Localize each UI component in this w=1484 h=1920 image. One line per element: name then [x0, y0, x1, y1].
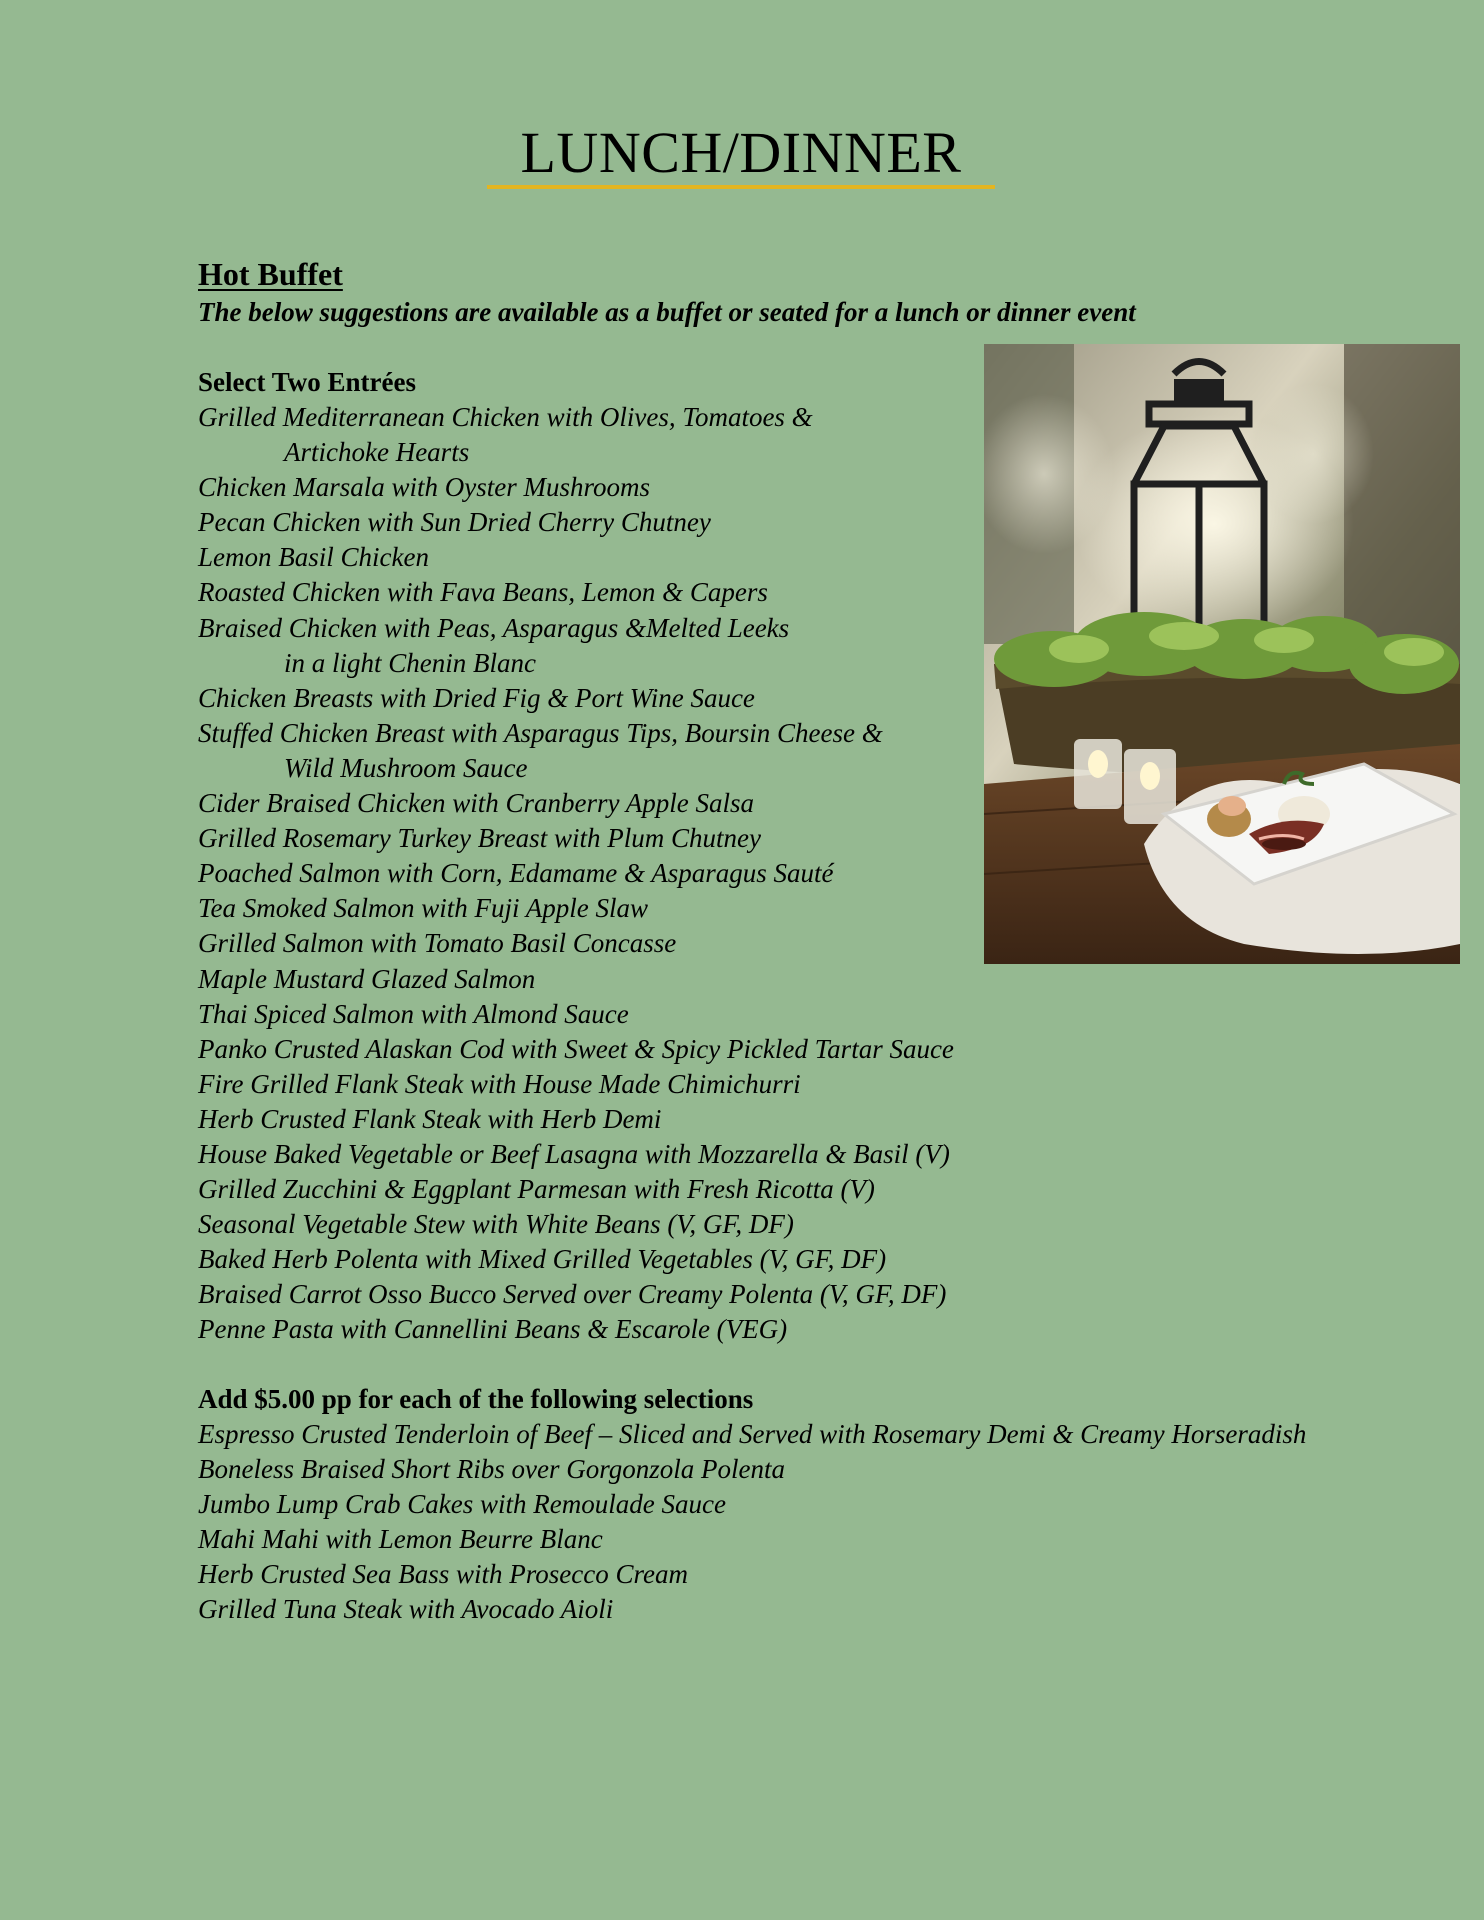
entrees-heading: Select Two Entrées [198, 367, 416, 397]
menu-item-text: Tea Smoked Salmon with Fuji Apple Slaw [198, 893, 648, 924]
menu-item [198, 1592, 1306, 1627]
menu-item-continuation: Artichoke Hearts [284, 437, 470, 468]
menu-item-text: Seasonal Vegetable Stew with White Beans (V, GF, DF) [198, 1209, 794, 1240]
menu-item-text: Penne Pasta with Cannellini Beans & Escarole (VEG) [198, 1314, 788, 1345]
menu-item [198, 1242, 954, 1277]
menu-item [198, 1417, 1306, 1452]
menu-item [198, 1067, 954, 1102]
menu-item-continuation: Wild Mushroom Sauce [284, 752, 528, 783]
menu-item [198, 1277, 954, 1312]
menu-item-text: Stuffed Chicken Breast with Asparagus Tips, Boursin Cheese & [198, 717, 883, 748]
menu-item [198, 716, 954, 786]
menu-item-text: Grilled Zucchini & Eggplant Parmesan with Fresh Ricotta (V) [198, 1174, 875, 1205]
menu-item [198, 1452, 1306, 1487]
menu-item [198, 1172, 954, 1207]
section-subheading: The below suggestions are available as a buffet or seated for a lunch or dinner event [198, 297, 1136, 327]
premium-section [198, 1382, 1306, 1628]
menu-item-text: Braised Carrot Osso Bucco Served over Creamy Polenta (V, GF, DF) [198, 1279, 947, 1310]
menu-item-text: Mahi Mahi with Lemon Beurre Blanc [198, 1524, 603, 1555]
menu-item [198, 1137, 954, 1172]
menu-item-text: Cider Braised Chicken with Cranberry Apple Salsa [198, 788, 754, 819]
food-table-photo [984, 344, 1460, 964]
menu-item-text: Baked Herb Polenta with Mixed Grilled Vegetables (V, GF, DF) [198, 1244, 887, 1275]
menu-item-text: Boneless Braised Short Ribs over Gorgonzola Polenta [198, 1454, 785, 1485]
menu-item-text: Jumbo Lump Crab Cakes with Remoulade Sauce [198, 1489, 726, 1520]
menu-item-text: Thai Spiced Salmon with Almond Sauce [198, 998, 629, 1029]
premium-heading: Add $5.00 pp for each of the following selections [198, 1384, 754, 1414]
menu-item-text: Espresso Crusted Tenderloin of Beef – Sliced and Served with Rosemary Demi & Creamy Horseradish [198, 1419, 1307, 1449]
menu-item-text: Lemon Basil Chicken [198, 542, 429, 573]
menu-item [198, 1487, 1306, 1522]
menu-item [198, 540, 954, 575]
menu-item [198, 962, 954, 997]
menu-item [198, 997, 954, 1032]
menu-item-text: Chicken Breasts with Dried Fig & Port Wine Sauce [198, 682, 755, 713]
menu-item-text: Poached Salmon with Corn, Edamame & Asparagus Sauté [198, 858, 834, 889]
menu-item [198, 400, 954, 470]
menu-item-text: Grilled Mediterranean Chicken with Olives, Tomatoes & [198, 402, 813, 432]
menu-item [198, 926, 954, 961]
menu-item-text: Chicken Marsala with Oyster Mushrooms [198, 472, 650, 503]
menu-item [198, 856, 954, 891]
menu-item-text: Grilled Tuna Steak with Avocado Aioli [198, 1594, 614, 1625]
menu-item-text: Grilled Salmon with Tomato Basil Concasse [198, 928, 677, 959]
menu-item-text: Grilled Rosemary Turkey Breast with Plum Chutney [198, 823, 761, 854]
menu-item [198, 1312, 954, 1347]
menu-item-text: Herb Crusted Flank Steak with Herb Demi [198, 1103, 662, 1134]
menu-item [198, 1522, 1306, 1557]
menu-item-text: Maple Mustard Glazed Salmon [198, 963, 536, 994]
menu-item-text: Fire Grilled Flank Steak with House Made Chimichurri [198, 1068, 801, 1099]
menu-item-continuation: in a light Chenin Blanc [284, 647, 536, 678]
menu-item [198, 1102, 954, 1137]
entree-list [198, 400, 954, 1348]
entrees-section [198, 365, 954, 1348]
menu-item [198, 611, 954, 681]
title-underline [487, 185, 995, 189]
menu-item [198, 1207, 954, 1242]
menu-item [198, 786, 954, 821]
menu-item-text: Roasted Chicken with Fava Beans, Lemon & Capers [198, 577, 768, 608]
menu-item-text: Panko Crusted Alaskan Cod with Sweet & Spicy Pickled Tartar Sauce [198, 1033, 954, 1064]
menu-item [198, 470, 954, 505]
page-title: LUNCH/DINNER [520, 120, 962, 185]
menu-item-text: House Baked Vegetable or Beef Lasagna with Mozzarella & Basil (V) [198, 1138, 950, 1169]
menu-item [198, 575, 954, 610]
section-heading-hot-buffet: Hot Buffet [198, 256, 343, 292]
menu-item [198, 681, 954, 716]
menu-item [198, 821, 954, 856]
menu-item [198, 505, 954, 540]
menu-item [198, 891, 954, 926]
menu-item-text: Pecan Chicken with Sun Dried Cherry Chutney [198, 507, 711, 538]
premium-list [198, 1417, 1306, 1628]
menu-item [198, 1557, 1306, 1592]
menu-item-text: Braised Chicken with Peas, Asparagus &Melted Leeks [198, 612, 790, 643]
menu-item-text: Herb Crusted Sea Bass with Prosecco Cream [198, 1559, 688, 1590]
menu-item [198, 1032, 954, 1067]
